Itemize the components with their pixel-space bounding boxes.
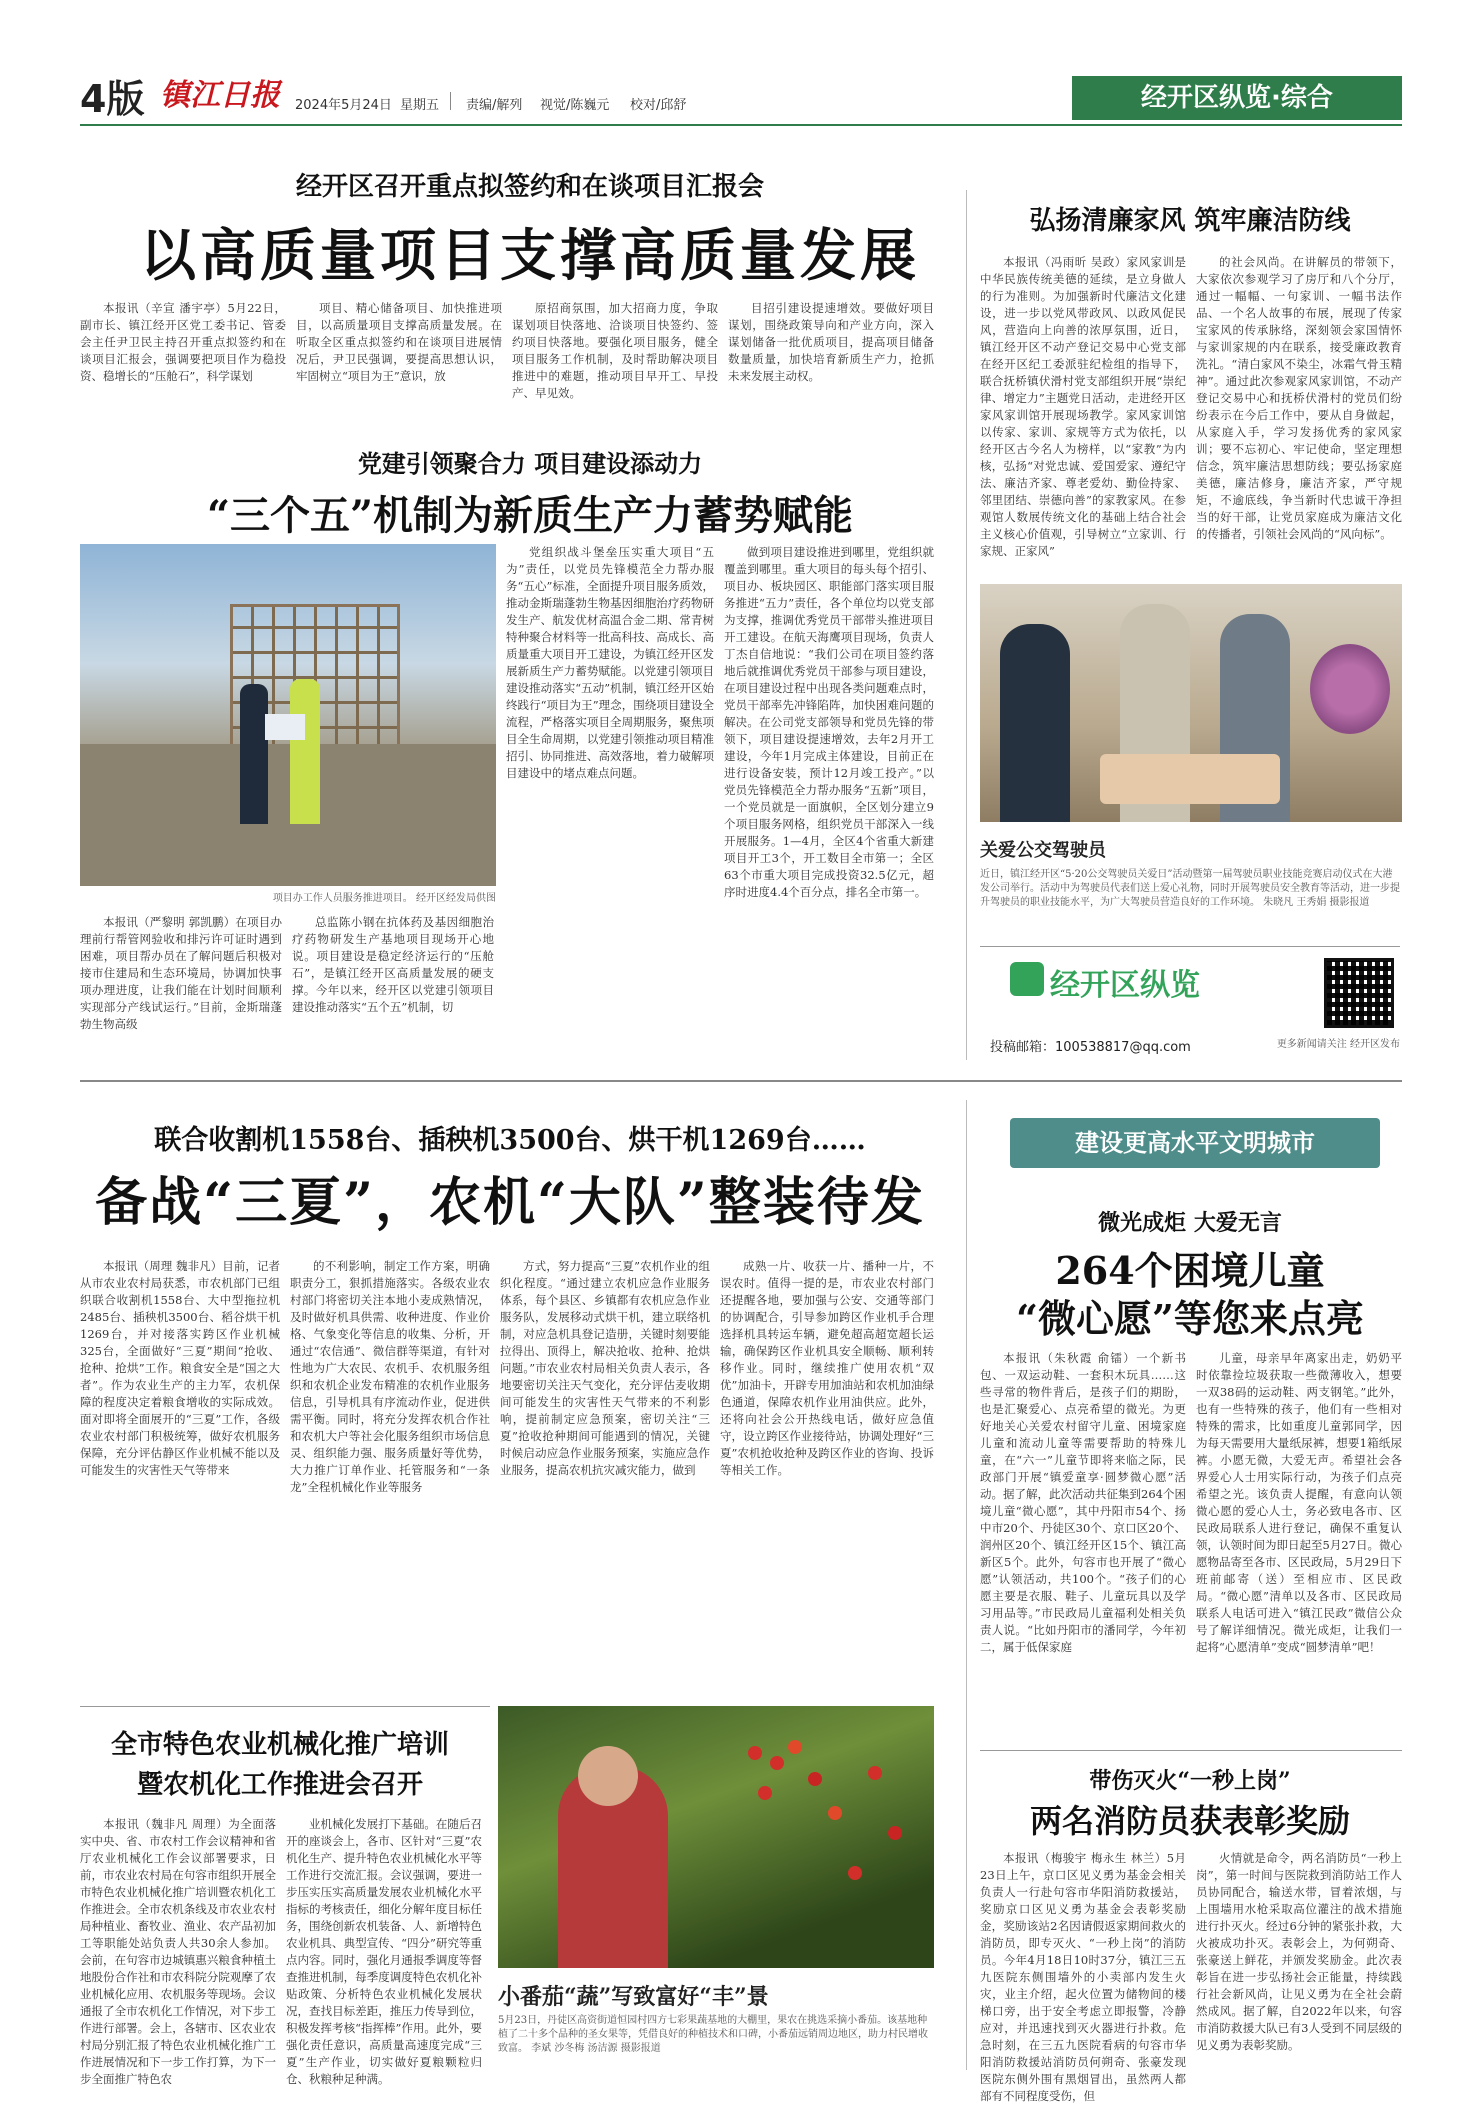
article5-col1: 本报讯（朱秋霞 俞镭）一个新书包、一双运动鞋、一套积木玩具……这些寻常的物件背后，是孩子们的期盼，也是汇聚爱心、点亮希望的微光。为更好地关心关爱农村留守儿童、困境家庭儿童和流动儿童等需要帮助的特殊儿童，在“六一”儿童节即将来临之际，民政部门开展“镇爱童享·圆梦微心愿”活动。据了解，此次活动共征集到264个困境儿童“微心愿”，其中丹阳市54个、扬中市20个、丹徒区30个、京口区20个、润州区20个、镇江经开区15个、镇江高新区5个。此外，句容市也开展了“微心愿”认领活动，共100个。“孩子们的心愿主要是衣服、鞋子、儿童玩具以及学习用品等。”市民政局儿童福利处相关负责人说。“比如丹阳市的潘同学，今年初二，属于低保家庭 [980,1351,1186,1654]
article3-col4: 成熟一片、收获一片、播种一片，不误农时。值得一提的是，市农业农村部门还提醒各地，要加强与公安、交通等部门的协调配合，引导参加跨区作业机手合理选择机具转运车辆，避免超高超宽超长运输，确保跨区作业机具安全顺畅、顺利转移作业。同时，继续推广使用农机“双优”加油卡，开辟专用加油站和农机加油绿色通道，保障农机作业用油供应。此外，还将向社会公开热线电话，做好应急值守，设立跨区作业接待站，协调处理好“三夏”农机抢收抢种及跨区作业的咨询、投诉等相关工作。 [720,1259,934,1477]
article2-col3: 党组织战斗堡垒压实重大项目“五为”责任，以党员先锋模范全力帮办服务“五心”标准，全面提升项目服务质效，推动金斯瑞蓬勃生物基因细胞治疗药物研发生产、航发优材高温合金二期、常青树特种聚合材料等一批高科技、高成长、高质量重大项目开工建设，为镇江经开区发展新质生产力蓄势赋能。以党建引领项目建设推动落实“五动”机制，镇江经开区始终践行“项目为王”理念，围绕项目建设全流程，严格落实项目全周期服务，聚焦项目全生命周期，以党建引领推动项目精准招引、协同推进、高效落地，着力破解项目建设中的堵点难点问题。 [506,545,714,780]
article3-col1: 本报讯（周理 魏非凡）目前，记者从市农业农村局获悉，市农机部门已组织联合收割机1558台、大中型拖拉机2485台、插秧机3500台、稻谷烘干机1269台，并对接落实跨区作业机械325台，全面做好“三夏”期间“抢收、抢种、抢烘”工作。粮食安全是“国之大者”。作为农业生产的主力军，农机保障的程度决定着粮食增收的实际成效。面对即将全面展开的“三夏”工作，各级农业农村部门积极统筹，做好农机服务保障，充分评估静区作业机械不能以及可能发生的灾害性天气等带来 [80,1259,280,1477]
bus-driver-photo [980,584,1402,822]
right-top-col2: 的社会风尚。在讲解员的带领下，大家依次参观学习了房厅和八个分厅，通过一幅幅、一句家训、一幅书法作品、一个名人故事的布展，展现了传家宝家风的传承脉络，深刻领会家国情怀与家训家规的内在联系，接受廉政教育洗礼。“清白家风不染尘，冰霜气骨玉精神”。通过此次参观家风家训馆，不动产登记交易中心和抚桥伏滑村的党员们纷纷表示在今后工作中，要从自身做起，从家庭入手，学习发扬优秀的家风家训；要不忘初心、牢记使命，坚定理想信念，筑牢廉洁思想防线；要弘扬家庭美德，廉洁修身，廉洁齐家，严守规矩，不逾底线，争当新时代忠诚干净担当的好干部，让党员家庭成为廉洁文化的传播者，引领社会风尚的“风向标”。 [1196,255,1402,541]
cake-table [1100,754,1280,804]
page-number: 4版 [80,77,145,121]
article3-col2: 的不利影响，制定工作方案，明确职责分工，狠抓措施落实。各级农业农村部门将密切关注本地小麦成熟情况，及时做好机具供需、收种进度、作业价格、气象变化等信息的收集、分析，开通过“农信通”、微信群等渠道，有针对性地为广大农民、农机手、农机服务组织和农机企业发布精准的农机作业服务信息，引导机具有序流动作业，促进供需平衡。同时，将充分发挥农机合作社和农机大户等社会化服务组织市场信息灵、组织能力强、服务质量好等优势，大力推广订单作业、托管服务和“一条龙”全程机械化作业等服务 [290,1259,490,1494]
brand-logo: 经开区纵览 [1050,968,1200,1003]
tomato-photo [498,1706,934,1968]
article1-headline: 以高质量项目支撑高质量发展 [140,223,920,289]
construction-photo-caption: 项目办工作人员服务推进项目。 经开区经发局供图 [272,893,496,904]
article3-kicker: 联合收割机1558台、插秧机3500台、烘干机1269台…… [154,1125,866,1156]
article3-headline: 备战“三夏”，农机“大队”整装待发 [95,1172,925,1233]
issue-weekday: 星期五 [400,98,440,113]
person-a [1000,624,1070,822]
article6-kicker: 带伤灭火“一秒上岗” [1089,1768,1291,1794]
qr-code-icon[interactable] [1324,958,1394,1028]
section-banner: 经开区纵览·综合 [1072,76,1402,120]
bus-driver-caption: 近日，镇江经开区“5·20公交驾驶员关爱日”活动暨第一届驾驶员职业技能竞赛启动仪式在大港发公司举行。活动中为驾驶员代表们送上爱心礼物，同时开展驾驶员安全教育等活动，进一步提升驾驶员的职业技能水平，为广大驾驶员营造良好的工作环境。 朱晓凡 王秀娟 摄影报道 [980,869,1400,908]
brand-icon [1010,962,1044,996]
visual-credit: 视觉/陈巍元 [540,98,610,113]
paper-logo: 镇江日报 [160,78,280,113]
article6-col1: 本报讯（梅骏宇 梅永生 林兰）5月23日上午，京口区见义勇为基金会相关负责人一行赴句容市华阳消防救援站，奖励京口区见义勇为基金会表彰奖励金，奖励该站2名因请假返家期间救火的消防员，即专灭火、“一秒上岗”的消防员。今年4月18日10时37分，镇江三五九医院东侧围墙外的小卖部内发生火灾，业主介绍，起火位置为储物间的楼梯口旁，出于安全考虑立即报警，冷静应对，并迅速找到灭火器进行扑救。危急时刻，在三五九医院看病的句容市华阳消防救援站消防员何朔奇、张豪发现医院东侧外围有黑烟冒出，虽然两人都部有不同程度受伤，但 [980,1851,1186,2103]
article4-headline-line1: 全市特色农业机械化推广培训 [110,1730,449,1760]
column-divider [966,190,967,1060]
construction-photo [80,544,496,886]
article2-col4: 做到项目建设推进到哪里，党组织就覆盖到哪里。重大项目的每头每个招引、项目办、板块园区、职能部门落实项目服务推进“五力”责任，各个单位均以党支部为支撑，推调优秀党员干部带头推进项目开工建设。在航天海鹰项目现场，负责人丁杰自信地说：“我们公司在项目签约落地后就推调优秀党员干部参与项目建设，在项目建设过程中出现各类问题难点时，党员干部率先冲锋陷阵，加快困难问题的解决。在公司党支部领导和党员先锋的带领下，项目建设提速增效，去年2月开工建设，今年1月完成主体建设，目前正在进行设备安装，预计12月竣工投产。”以党员先锋模范全力帮办服务“五新”项目，一个党员就是一面旗帜，全区划分建立9个项目服务网格，组织党员干部深入一线开展服务。1—4月，全区4个省重大新建项目开工3个，开工数目全市第一；全区63个市重大项目完成投资32.5亿元，超序时进度4.4个百分点，排名全市第一。 [724,545,934,899]
article5-headline-line1: 264个困境儿童 [1055,1248,1325,1293]
balloons [1310,644,1390,734]
article6-headline: 两名消防员获表彰奖励 [1029,1802,1350,1840]
farmer-head [578,1746,638,1806]
article1-col4: 目招引建设提速增效。要做好项目谋划，围绕政策导向和产业方向，深入谋划储备一批优质项目，提高项目储备数量质量，加快培育新质生产力，抢抓未来发展主动权。 [728,301,934,383]
bus-driver-label: 关爱公交驾驶员 [980,840,1106,861]
proof-credit: 校对/邱舒 [630,98,687,113]
civilization-banner: 建设更高水平文明城市 [1010,1118,1380,1168]
right-top-headline: 弘扬清廉家风 筑牢廉洁防线 [1029,206,1351,236]
article2-kicker: 党建引领聚合力 项目建设添动力 [357,449,703,478]
article1-col1: 本报讯（辛宣 潘宇亭）5月22日，副市长、镇江经开区党工委书记、管委会主任尹卫民主持召开重点拟签约和在谈项目汇报会，强调要把项目作为稳投资、稳增长的“压舱石”，科学谋划 [80,301,286,383]
article6-col2: 火情就是命令，两名消防员“一秒上岗”，第一时间与医院救到消防站工作人员协同配合，输送水带，冒着浓烟，与上围墙用水枪采取高位灌注的战术措施进行扑灭火。经过6分钟的紧张扑救，大火被成功扑灭。表彰会上，为何朔奇、张豪送上鲜花，并颁发奖励金。此次表彰旨在进一步弘扬社会正能量，持续践行社会新风尚，让见义勇为在全社会蔚然成风。据了解，自2022年以来，句容市消防救援大队已有3人受到不同层级的见义勇为表彰奖励。 [1196,1851,1402,2052]
masthead-rule [80,124,1402,126]
right-top-col1: 本报讯（冯雨昕 吴政）家风家训是中华民族传统美德的延续，是立身做人的行为准则。为加强新时代廉洁文化建设，进一步以党风带政风、以政风促民风，营造向上向善的浓厚氛围，近日，镇江经开区不动产登记交易中心党支部在经开区纪工委派驻纪检组的指导下，联合抚桥镇伏滑村党支部组织开展“崇纪律、增定力”主题党日活动，走进经开区家风家训馆开展现场教学。家风家训馆以传家、家训、家规等方式为依托，以经开区古今名人为榜样，以“家教”为内核，弘扬“对党忠诚、爱国爱家、遵纪守法、廉洁齐家、尊老爱幼、勤俭持家、邻里团结、崇德向善”的家教家风。在参观馆人数展传统文化的基础上结合社会主义核心价值观，引导树立“立家训、行家规、正家风” [980,255,1186,558]
person-left [240,684,268,824]
article6-top-rule [980,1750,1402,1751]
article4-headline-line2: 暨农机化工作推进会召开 [136,1770,423,1800]
article4-top-rule [80,1706,490,1707]
article2-headline: “三个五”机制为新质生产力蓄势赋能 [206,492,853,539]
article1-kicker: 经开区召开重点拟签约和在谈项目汇报会 [295,172,764,202]
article5-kicker: 微光成炬 大爱无言 [1098,1210,1282,1236]
divider [450,92,451,110]
article1-col2: 项目、精心储备项目、加快推进项目，以高质量项目支撑高质量发展。在听取全区重点拟签约和在谈项目进展情况后，尹卫民强调，要提高思想认识，牢固树立“项目为王”意识，放 [296,301,502,383]
article5-headline-line2: “微心愿”等您来点亮 [1016,1296,1364,1341]
person-right [290,679,320,824]
blueprint [265,714,305,740]
article2-col2: 总监陈小钢在抗体药及基因细胞治疗药物研发生产基地项目现场开心地说。项目建设是稳定经济运行的“压舱石”，是镇江经开区高质量发展的硬支撑。今年以来，经开区以党建引领项目建设推动落实“五个五”机制，切 [292,915,494,1014]
article1-col3: 原招商氛围，加大招商力度，争取谋划项目快落地、洽谈项目快签约、签约项目快落地。要强化项目服务，健全项目服务工作机制，及时帮助解决项目推进中的难题，推动项目早开工、早投产、早见效。 [512,301,718,400]
column-divider-bottom [966,1100,967,2070]
article4-col2: 业机械化发展打下基础。在随后召开的座谈会上，各市、区针对“三夏”农机化生产、提升特色农业机械化水平等工作进行交流汇报。会议强调，要进一步压实压实高质量发展农业机械化水平指标的考核责任，细化分解年度目标任务，围绕创新农机装备、人、新增特色农业机具、典型宣传、“四分”研究等重点内容。同时，强化月通报季调度等督查推进机制，每季度调度特色农机化补贴政策、分析特色农业机械化发展状况，查找目标差距，推压力传导到位，积极发挥考核“指挥棒”作用。此外，要强化责任意识，高质量高速度完成“三夏”生产作业，切实做好夏粮颗粒归仓、秋粮种足种满。 [286,1817,482,2086]
article3-col3: 方式，努力提高“三夏”农机作业的组织化程度。“通过建立农机应急作业服务体系，每个县区、乡镇都有农机应急作业服务队，发展移动式烘干机，建立联络机制，对应急机具登记造册，关键时刻要能拉得出、顶得上，解决抢收、抢种、抢烘问题。”市农业农村局相关负责人表示，各地要密切关注天气变化，充分评估麦收期间可能发生的灾害性天气带来的不利影响，提前制定应急预案，密切关注“三夏”抢收抢种期间可能遇到的情况，关键时候启动应急作业服务预案，实施应急作业服务，提高农机抗灾减灾能力，做到 [500,1259,710,1477]
tomato-caption: 5月23日，丹徒区高资街道恒园村四方七彩果蔬基地的大棚里，果农在挑选采摘小番茄。该基地种植了二十多个品种的圣女果等，凭借良好的种植技术和口碑，小番茄远销周边地区，助力村民增收致富。 李斌 沙冬梅 汤洁源 摄影报道 [498,2015,928,2054]
article4-col1: 本报讯（魏非凡 周理）为全面落实中央、省、市农村工作会议精神和省厅农业机械化工作会议部署要求，日前，市农业农村局在句容市组织开展全市特色农业机械化推广培训暨农机化工作推进会。全市农机条线及市农业农村局种植业、畜牧业、渔业、农产品初加工等职能处站负责人共30余人参加。会前，在句容市边城镇惠兴粮食种植土地股份合作社和市农科院分院观摩了农业机械化应用、农机服务等现场。会议通报了全市农机化工作情况，对下步工作进行部署。会上，各辖市、区农业农村局分别汇报了特色农业机械化推广工作进展情况和下一步工作打算，为下一步全面推广特色农 [80,1817,276,2086]
section-divider [80,1080,1402,1082]
tomatoes [748,1746,762,1760]
contact-email: 投稿邮箱：100538817@qq.com [990,1040,1191,1055]
article2-col1: 本报讯（严黎明 郭凯鹏）在项目办理前行帮管网验收和排污许可证时遇到困难，项目帮办员在了解问题后积极对接市住建局和生态环境局，协调加快事项办理进度，让我们能在计划时间顺利实现部分产线试运行。”目前，金斯瑞蓬勃生物高级 [80,915,282,1031]
ground [80,744,496,886]
article5-col2: 儿童，母亲早年离家出走，奶奶平时依靠捡垃圾获取一些微薄收入，想要一双38码的运动鞋、两支钢笔。”此外，也有一些特殊的孩子，他们有一些相对特殊的需求，比如重度儿童郭同学，因为每天需要用大量纸尿裤，想要1箱纸尿裤。小愿无微，大爱无声。希望社会各界爱心人士用实际行动，为孩子们点亮希望之光。该负责人提醒，有意向认领微心愿的爱心人士，务必致电各市、区民政局联系人进行登记，确保不重复认领，认领时间为即日起至5月27日。微心愿物品寄至各市、区民政局，5月29日下班前邮寄（送）至相应市、区民政局。“微心愿”清单以及各市、区民政局联系人电话可进入“镇江民政”微信公众号了解详细情况。微光成炬，让我们一起将“心愿清单”变成“圆梦清单”吧！ [1196,1351,1402,1654]
tomato-label: 小番茄“蔬”写致富好“丰”景 [498,1984,769,2010]
editor-credit: 责编/解列 [466,98,523,113]
issue-date: 2024年5月24日 [295,98,392,113]
qr-caption: 更多新闻请关注 经开区发布 [1276,1039,1400,1050]
